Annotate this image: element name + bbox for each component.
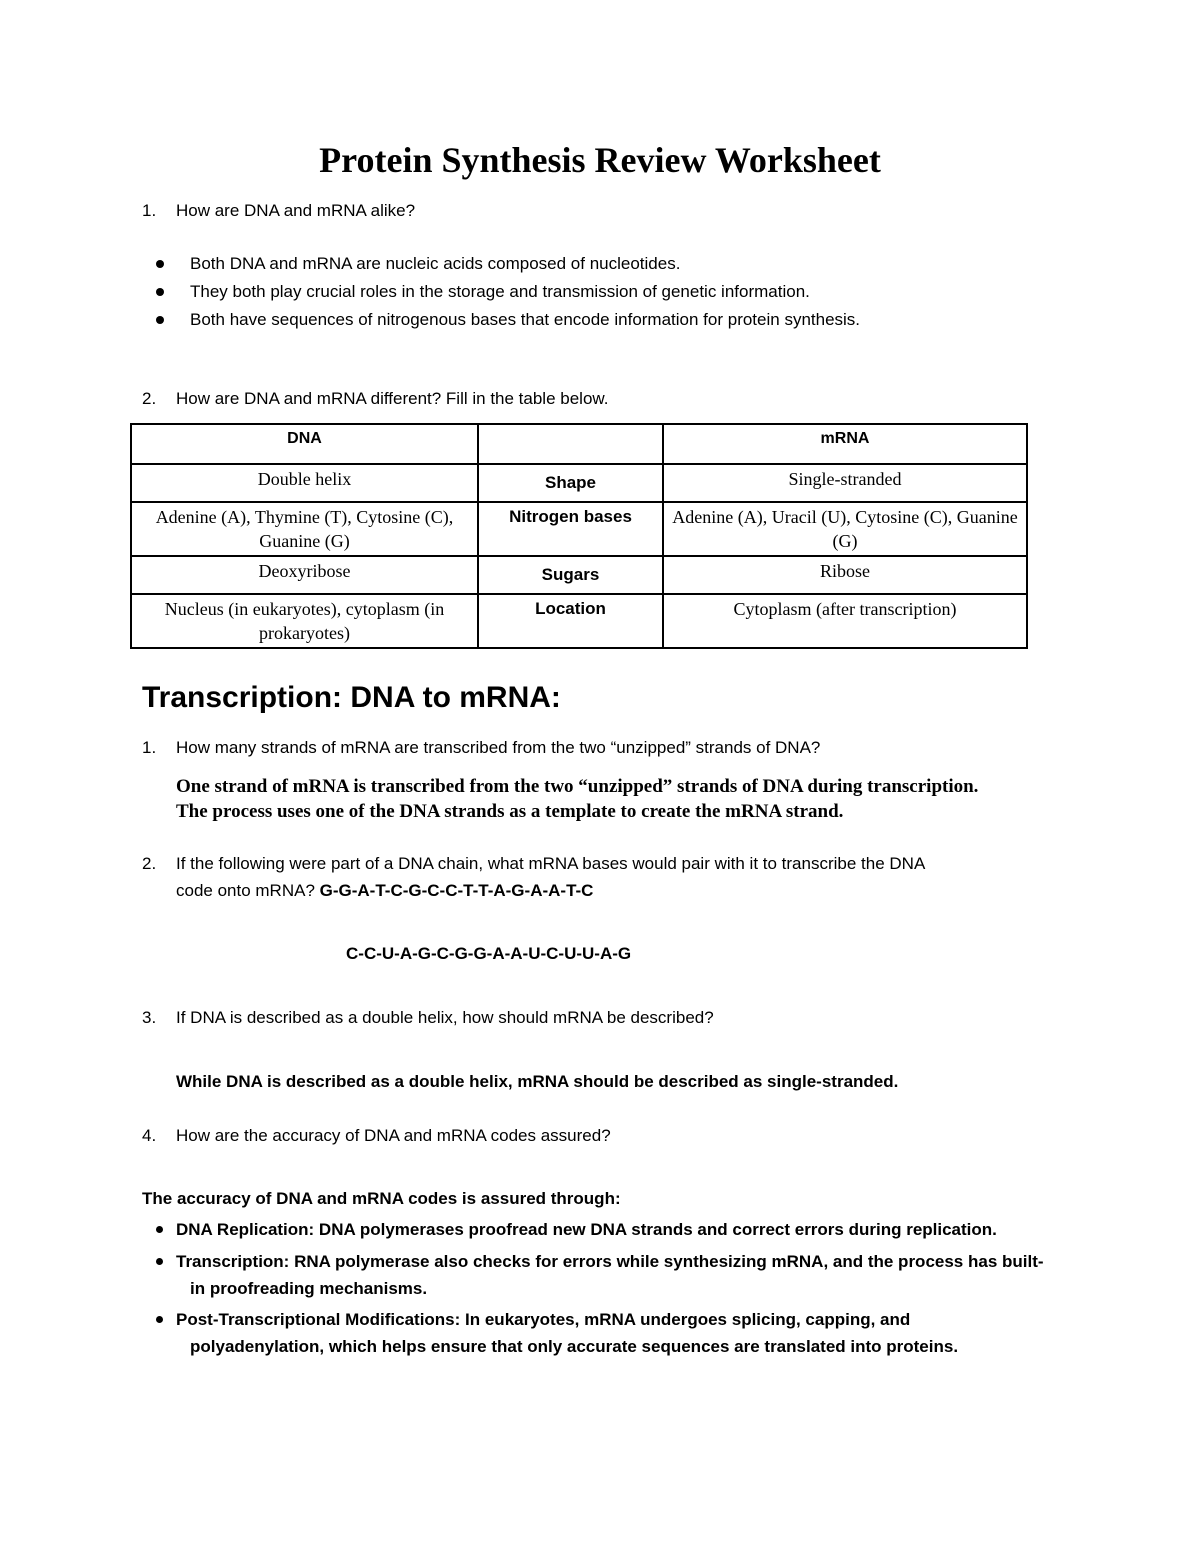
row-label: Nitrogen bases xyxy=(478,502,663,556)
question-text: How are the accuracy of DNA and mRNA codes assured? xyxy=(176,1126,611,1145)
question-text: How are DNA and mRNA alike? xyxy=(176,201,416,220)
mrna-cell: Ribose xyxy=(663,556,1027,594)
question-number: 1. xyxy=(142,201,157,220)
header-mrna: mRNA xyxy=(663,424,1027,464)
question-text: How are DNA and mRNA different? Fill in the table below. xyxy=(176,389,609,408)
answer-intro: The accuracy of DNA and mRNA codes is assured through: xyxy=(142,1189,621,1208)
question-number: 2. xyxy=(142,389,157,408)
mrna-cell: Cytoplasm (after transcription) xyxy=(663,594,1027,648)
question-prefix: code onto mRNA? xyxy=(176,881,315,900)
comparison-table xyxy=(130,423,1028,649)
page-title: Protein Synthesis Review Worksheet xyxy=(319,140,881,180)
accuracy-item: DNA Replication: DNA polymerases proofread new DNA strands and correct errors during replication. xyxy=(176,1220,997,1239)
answer-text: While DNA is described as a double helix, mRNA should be described as single-stranded. xyxy=(176,1072,899,1091)
accuracy-item: Post-Transcriptional Modifications: In eukaryotes, mRNA undergoes splicing, capping, and xyxy=(176,1310,911,1329)
row-label: Location xyxy=(478,594,663,648)
question-text: If DNA is described as a double helix, how should mRNA be described? xyxy=(176,1008,714,1027)
table-row xyxy=(131,464,1027,502)
question-text-continued xyxy=(176,880,593,902)
section-heading: Transcription: DNA to mRNA: xyxy=(142,681,561,714)
bullet-dot xyxy=(156,288,164,296)
bullet-item: They both play crucial roles in the storage and transmission of genetic information. xyxy=(190,282,810,301)
bullet-dot xyxy=(156,1316,163,1323)
row-label: Sugars xyxy=(478,556,663,594)
question-number: 3. xyxy=(142,1008,157,1027)
answer-text: The process uses one of the DNA strands as a template to create the mRNA strand. xyxy=(176,801,844,822)
bullet-dot xyxy=(156,1258,163,1265)
bullet-dot xyxy=(156,1226,163,1233)
row-label: Shape xyxy=(478,464,663,502)
question-number: 1. xyxy=(142,738,157,757)
question-text: If the following were part of a DNA chain, what mRNA bases would pair with it to transcribe the DNA xyxy=(176,854,926,873)
table-row xyxy=(131,594,1027,648)
bullet-dot xyxy=(156,316,164,324)
dna-cell: Double helix xyxy=(131,464,478,502)
answer-text: One strand of mRNA is transcribed from the two “unzipped” strands of DNA during transcription. xyxy=(176,776,979,797)
table-row xyxy=(131,556,1027,594)
accuracy-item: Transcription: RNA polymerase also checks for errors while synthesizing mRNA, and the process has built- xyxy=(176,1252,1044,1271)
bullet-dot xyxy=(156,260,164,268)
mrna-sequence-answer: C-C-U-A-G-C-G-G-A-A-U-C-U-U-A-G xyxy=(346,944,632,963)
dna-cell: Adenine (A), Thymine (T), Cytosine (C), Guanine (G) xyxy=(131,502,478,556)
header-blank xyxy=(478,424,663,464)
question-number: 2. xyxy=(142,854,157,873)
question-text: How many strands of mRNA are transcribed from the two “unzipped” strands of DNA? xyxy=(176,738,821,757)
accuracy-item-continued: in proofreading mechanisms. xyxy=(190,1279,428,1298)
mrna-cell: Adenine (A), Uracil (U), Cytosine (C), Guanine (G) xyxy=(663,502,1027,556)
mrna-cell: Single-stranded xyxy=(663,464,1027,502)
bullet-item: Both DNA and mRNA are nucleic acids composed of nucleotides. xyxy=(190,254,681,273)
dna-cell: Deoxyribose xyxy=(131,556,478,594)
table-row xyxy=(131,502,1027,556)
table-header-row xyxy=(131,424,1027,464)
question-number: 4. xyxy=(142,1126,157,1145)
accuracy-item-continued: polyadenylation, which helps ensure that only accurate sequences are translated into proteins. xyxy=(190,1337,959,1356)
bullet-item: Both have sequences of nitrogenous bases that encode information for protein synthesis. xyxy=(190,310,861,329)
dna-sequence: G-G-A-T-C-G-C-C-T-T-A-G-A-A-T-C xyxy=(319,881,594,900)
dna-cell: Nucleus (in eukaryotes), cytoplasm (in prokaryotes) xyxy=(131,594,478,648)
header-dna: DNA xyxy=(131,424,478,464)
